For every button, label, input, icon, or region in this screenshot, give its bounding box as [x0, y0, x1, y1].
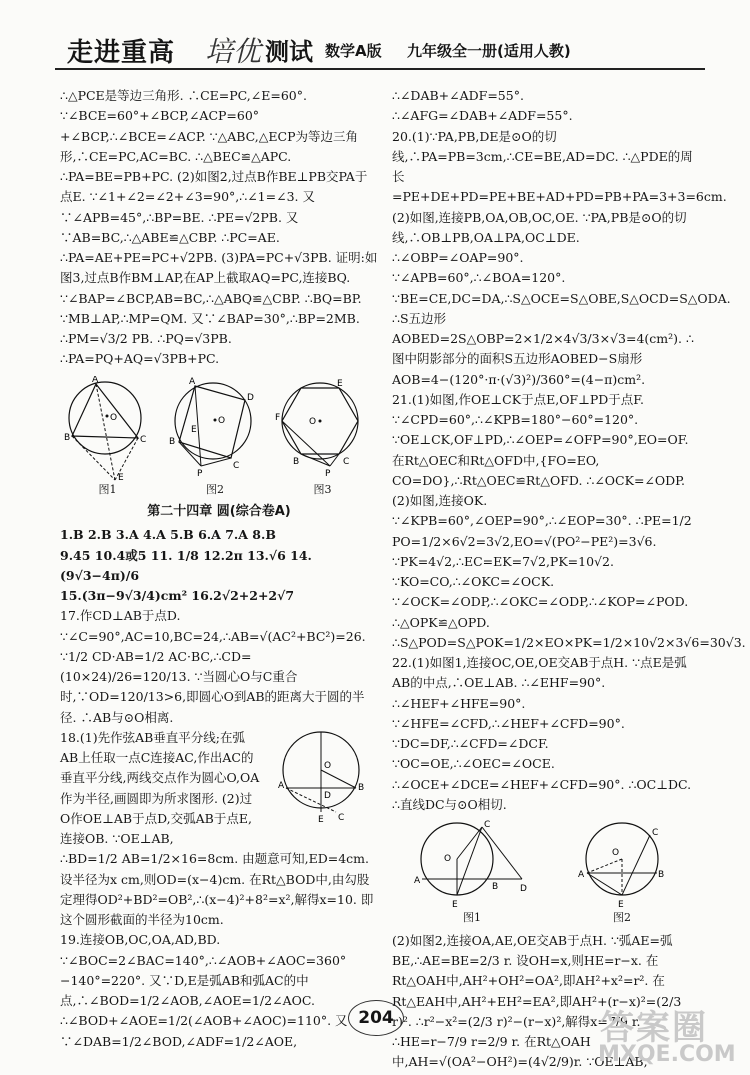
svg-text:B: B: [64, 432, 71, 443]
svg-text:O: O: [110, 412, 118, 423]
test-title: 测试: [265, 38, 313, 66]
svg-text:E: E: [452, 900, 458, 909]
right-column: [392, 86, 746, 1073]
circle-diagram: [60, 376, 155, 481]
svg-text:O: O: [218, 415, 226, 426]
svg-text:E: E: [118, 472, 124, 481]
svg-text:E: E: [618, 900, 624, 909]
svg-text:D: D: [520, 884, 527, 894]
solution-text: 18.(1)先作弦AB垂直平分线;在弧AB上任取一点C连接AC,作出AC的垂直平分线,两线交点作为圆心O,OA作为半径,画圆即为所求图形. (2)过O作OE⊥AB于点D,交弧AB于点E,连接OB. ∵OE⊥AB,: [60, 729, 260, 847]
svg-text:B: B: [658, 870, 665, 880]
section-title: 第二十四章 圆(综合卷A): [147, 504, 291, 520]
svg-text:A: A: [278, 780, 285, 791]
svg-text:P: P: [325, 468, 331, 479]
svg-text:D: D: [324, 790, 331, 801]
svg-text:E: E: [191, 424, 197, 435]
watermark-url: MXQE.COM: [598, 1042, 736, 1067]
svg-text:A: A: [414, 876, 421, 886]
svg-text:E: E: [337, 378, 343, 389]
answer-line: 9.45 10.4或5 11. 1/8 12.2π 13.√6 14. (9√3−4π)/6: [60, 547, 312, 583]
page-header: [55, 28, 705, 70]
solution-text: 19.连接OB,OC,OA,AD,BD. ∵∠BOC=2∠BAC=140°,∴∠AOB+∠AOC=360°−140°=220°. 又∵D,E是弧AB和弧AC的中点,∴∠BOD=1/2∠AOB,∠AOE=1/2∠AOC. ∴∠BOD+∠AOE=1/2(∠AOB+∠AOC)=110°. 又∵∠DAB=1/2∠BOD,∠ADF=1/2∠AOE,: [60, 932, 348, 1049]
question-18: [60, 728, 378, 850]
svg-text:C: C: [484, 820, 491, 830]
solution-text: 20.(1)∵PA,PB,DE是⊙O的切线,∴PA=PB=3cm,∴CE=BE,AD=DC. ∴△PDE的周长=PE+DE+PD=PE+BE+AD+PD=PB+PA=3+3=6cm. (2)如图,连接PB,OA,OB,OC,OE. ∵PA,PB是⊙O的切线,∴OB⊥PB,OA⊥PA,OC⊥DE. ∴∠OBP=∠OAP=90°. ∵∠APB=60°,∴∠BOA=120°. ∵BE=CE,DC=DA,∴S△OCE=S△OBE,S△OCD=S△ODA. ∴S五边形AOBED=2S△OBP=2×1/2×4√3/3×√3=4(cm²). ∴图中阴影部分的面积S五边形AOBED−S扇形AOB=4−(120°·π·(√3)²)/360°=(4−π)cm².: [392, 128, 731, 387]
figure-2: [165, 376, 265, 499]
svg-text:C: C: [233, 460, 240, 471]
svg-text:E: E: [318, 814, 324, 823]
circle-diagram: [572, 819, 672, 909]
figure-row: [60, 376, 370, 499]
svg-text:O: O: [444, 854, 452, 864]
solution-text: ∴∠DAB+∠ADF=55°. ∴∠AFG=∠DAB+∠ADF=55°.: [392, 88, 573, 124]
svg-text:C: C: [140, 434, 147, 445]
svg-text:D: D: [247, 392, 254, 403]
circle-section-diagram: [266, 728, 371, 823]
svg-text:C: C: [338, 812, 345, 823]
svg-text:F: F: [275, 412, 281, 423]
svg-text:A: A: [189, 376, 196, 387]
brand-title: 走进重高: [67, 38, 176, 68]
watermark-logo: 答案圈: [600, 1008, 708, 1048]
svg-text:A: A: [578, 870, 585, 880]
solution-text: ∴BD=1/2 AB=1/2×16=8cm. 由题意可知,ED=4cm. 设半径为x cm,则OD=(x−4)cm. 在Rt△BOD中,由勾股定理得OD²+BD²=OB²,∴(x−4)²+8²=x²,解得x=10. 即这个圆形截面的半径为10cm.: [60, 851, 374, 928]
solution-text: (2)如图2,连接OA,AE,OE交AB于点H. ∵弧AE=弧BE,∴AE=BE=2/3 r. 设OH=x,则HE=r−x. 在Rt△OAH中,AH²+OH²=OA²,即AH²+x²=r². 在Rt△EAH中,AH²+EH²=EA²,即AH²+(r−x)²=(2/3 r)². ∴r²−x²=(2/3 r)²−(r−x)²,解得x=7/9 r. ∴HE=r−7/9 r=2/9 r. 在Rt△OAH中,AH=√(OA²−OH²)=(4√2/9)r. ∵OE⊥AB,: [392, 932, 682, 1070]
figure-q22-1: [412, 819, 532, 927]
answer-line: 1.B 2.B 3.A 4.A 5.B 6.A 7.A 8.B: [60, 527, 276, 543]
subject-label: 数学A版: [325, 42, 382, 60]
svg-text:C: C: [343, 456, 350, 467]
svg-text:B: B: [169, 436, 176, 447]
svg-text:C: C: [652, 828, 659, 838]
svg-text:P: P: [197, 468, 203, 479]
figure-3-caption: 图3: [313, 482, 332, 496]
solution-text: ∴△PCE是等边三角形. ∴CE=PC,∠E=60°. ∵∠BCE=60°+∠BCP,∠ACP=60°+∠BCP,∴∠BCE=∠ACP. ∵△ABC,△ECP为等边三角形,∴CE=PC,AC=BC. ∴△BEC≌△APC. ∴PA=BE=PB+PC. (2)如图2,过点B作BE⊥PB交PA于点E. ∵∠1+∠2=∠2+∠3=90°,∴∠1=∠3. 又∵∠APB=45°,∴BP=BE. ∴PE=√2PB. 又∵AB=BC,∴△ABE≌△CBP. ∴PC=AE. ∴PA=AE+PE=PC+√2PB. (3)PA=PC+√3PB. 证明:如图3,过点B作BM⊥AP,在AP上截取AQ=PC,连接BQ. ∵∠BAP=∠BCP,AB=BC,∴△ABQ≌△CBP. ∴BQ=BP. ∵MB⊥AP,∴MP=QM. 又∵∠BAP=30°,∴BP=2MB. ∴PM=√3/2 PB. ∴PQ=√3PB. ∴PA=PQ+AQ=√3PB+PC.: [60, 88, 378, 367]
solution-text: 21.(1)如图,作OE⊥CK于点E,OF⊥PD于点F. ∵∠CPD=60°,∴∠KPB=180°−60°=120°. ∵OE⊥CK,OF⊥PD,∴∠OEP=∠OFP=90°,EO=OF. 在Rt△OEC和Rt△OFD中,{FO=EO, CO=DO},∴Rt△OEC≌Rt△OFD. ∴∠OCK=∠ODP. (2)如图,连接OK. ∵∠KPB=60°,∠OEP=90°,∴∠EOP=30°. ∴PE=1/2 PO=1/2×6√2=3√2,EO=√(PO²−PE²)=3√6. ∵PK=4√2,∴EC=EK=7√2,PK=10√2. ∵KO=CO,∴∠OKC=∠OCK. ∵∠OCK=∠ODP,∴∠OKC=∠ODP,∴∠KOP=∠POD. ∴△OPK≌△OPD. ∴S△POD=S△POK=1/2×EO×PK=1/2×10√2×3√6=30√3.: [392, 391, 746, 650]
svg-text:B: B: [492, 882, 499, 892]
circle-diagram: [275, 376, 370, 481]
answer-line: 15.(3π−9√3/4)cm² 16.2√2+2+2√7: [60, 588, 295, 604]
left-column: [60, 86, 378, 1052]
svg-text:B: B: [293, 456, 300, 467]
svg-text:B: B: [358, 782, 365, 793]
figure-1-caption: 图1: [98, 482, 117, 496]
calligraphy-logo: 培优: [205, 35, 262, 68]
grade-label: 九年级全一册(适用人教): [407, 42, 571, 60]
circle-diagram: [165, 376, 265, 481]
figure-caption: 图1: [463, 911, 481, 924]
figure-q22-2: [572, 819, 672, 927]
svg-text:O: O: [612, 848, 620, 858]
svg-text:A: A: [92, 375, 99, 385]
solution-text: 17.作CD⊥AB于点D. ∵∠C=90°,AC=10,BC=24,∴AB=√(AC²+BC²)=26. ∵1/2 CD·AB=1/2 AC·BC,∴CD=(10×24)/26=120/13. ∵当圆心O与C重合时,∵OD=120/13>6,即圆心O到AB的距离大于圆的半径. ∴AB与⊙O相离.: [60, 608, 366, 725]
figure-row: [392, 819, 692, 927]
figure-caption: 图2: [613, 911, 631, 924]
svg-text:O: O: [324, 760, 332, 771]
tangent-diagram: [412, 819, 532, 909]
solution-text: 22.(1)如图1,连接OC,OE,OE交AB于点H. ∵点E是弧AB的中点,∴OE⊥AB. ∴∠EHF=90°. ∴∠HEF+∠HFE=90°. ∵∠HFE=∠CFD,∴∠HEF+∠CFD=90°. ∵DC=DF,∴∠CFD=∠DCF. ∵OC=OE,∴∠OEC=∠OCE. ∴∠OCE+∠DCE=∠HEF+∠CFD=90°. ∴OC⊥DC. ∴直线DC与⊙O相切.: [392, 655, 692, 812]
figure-1: [60, 376, 155, 499]
svg-text:O: O: [309, 416, 317, 427]
figure-2-caption: 图2: [206, 482, 224, 496]
figure-3: [275, 376, 370, 499]
page-number: 204: [348, 1000, 404, 1036]
